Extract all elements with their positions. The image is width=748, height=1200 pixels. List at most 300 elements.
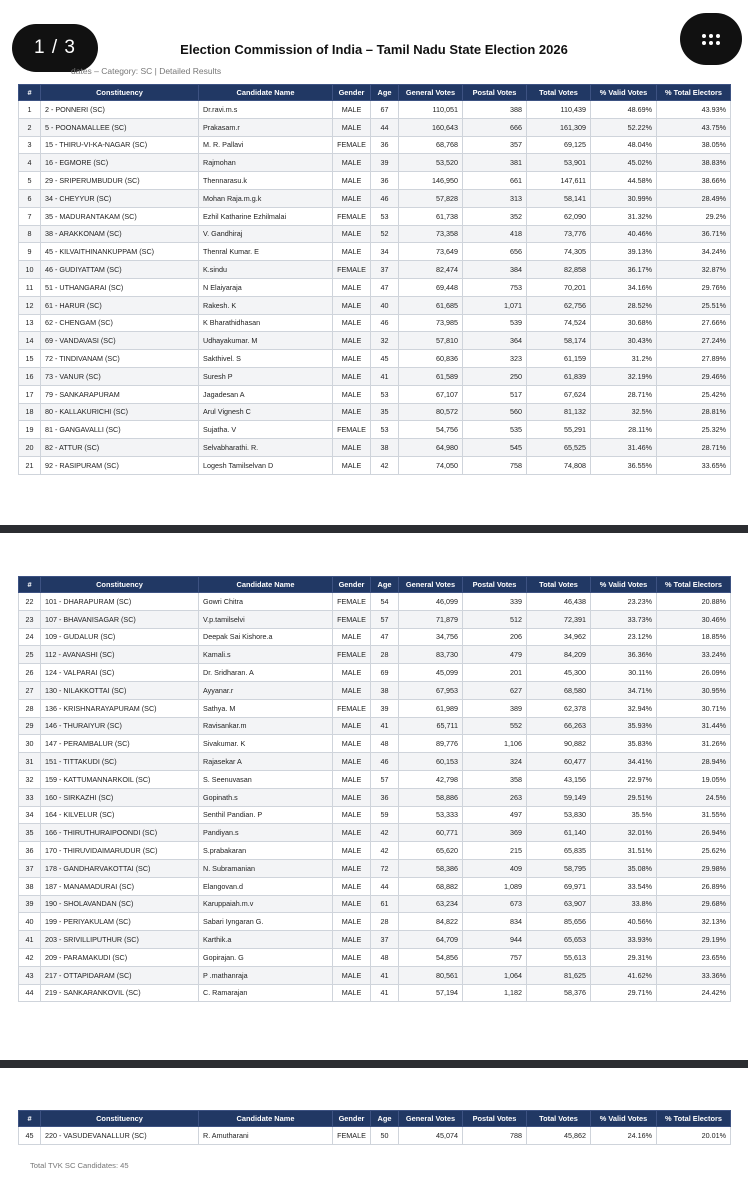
cell-candidate-name: Rajasekar A	[199, 753, 333, 771]
cell-general-votes: 73,649	[399, 243, 463, 261]
cell-total-electors-pct: 33.36%	[657, 966, 731, 984]
cell-total-electors-pct: 20.88%	[657, 593, 731, 611]
cell-candidate-name: C. Ramarajan	[199, 984, 333, 1002]
cell-row-number: 7	[19, 207, 41, 225]
cell-constituency: 220 - VASUDEVANALLUR (SC)	[41, 1127, 199, 1145]
cell-candidate-name: Ezhil Katharine Ezhilmalai	[199, 207, 333, 225]
cell-row-number: 3	[19, 136, 41, 154]
cell-age: 39	[371, 154, 399, 172]
cell-constituency: 109 - GUDALUR (SC)	[41, 628, 199, 646]
cell-general-votes: 67,107	[399, 385, 463, 403]
cell-postal-votes: 357	[463, 136, 527, 154]
cell-row-number: 35	[19, 824, 41, 842]
column-header-row-number: #	[19, 85, 41, 101]
column-header-row-number: #	[19, 1111, 41, 1127]
cell-gender: MALE	[333, 931, 371, 949]
page-counter[interactable]: 1 / 3	[12, 24, 98, 72]
cell-postal-votes: 384	[463, 261, 527, 279]
cell-constituency: 35 - MADURANTAKAM (SC)	[41, 207, 199, 225]
cell-gender: MALE	[333, 770, 371, 788]
cell-general-votes: 80,561	[399, 966, 463, 984]
cell-postal-votes: 263	[463, 788, 527, 806]
cell-age: 41	[371, 984, 399, 1002]
cell-gender: MALE	[333, 456, 371, 474]
cell-valid-votes-pct: 28.71%	[591, 385, 657, 403]
cell-age: 48	[371, 948, 399, 966]
cell-row-number: 37	[19, 859, 41, 877]
cell-general-votes: 34,756	[399, 628, 463, 646]
table-header-row	[19, 1111, 731, 1127]
cell-age: 36	[371, 172, 399, 190]
table-row	[19, 367, 731, 385]
cell-candidate-name: S. Seenuvasan	[199, 770, 333, 788]
cell-row-number: 18	[19, 403, 41, 421]
cell-total-electors-pct: 29.2%	[657, 207, 731, 225]
cell-postal-votes: 757	[463, 948, 527, 966]
cell-total-electors-pct: 28.81%	[657, 403, 731, 421]
cell-gender: FEMALE	[333, 261, 371, 279]
cell-age: 34	[371, 243, 399, 261]
cell-valid-votes-pct: 40.46%	[591, 225, 657, 243]
cell-row-number: 33	[19, 788, 41, 806]
cell-constituency: 2 - PONNERI (SC)	[41, 101, 199, 119]
cell-total-electors-pct: 34.24%	[657, 243, 731, 261]
cell-age: 42	[371, 456, 399, 474]
cell-general-votes: 46,099	[399, 593, 463, 611]
cell-age: 61	[371, 895, 399, 913]
cell-age: 42	[371, 824, 399, 842]
cell-total-electors-pct: 26.94%	[657, 824, 731, 842]
cell-constituency: 82 - ATTUR (SC)	[41, 439, 199, 457]
cell-postal-votes: 539	[463, 314, 527, 332]
cell-general-votes: 74,050	[399, 456, 463, 474]
document-page-2	[0, 533, 748, 1060]
cell-row-number: 11	[19, 278, 41, 296]
cell-total-electors-pct: 27.89%	[657, 350, 731, 368]
cell-age: 54	[371, 593, 399, 611]
cell-candidate-name: Sabari Iyngaran G.	[199, 913, 333, 931]
cell-row-number: 9	[19, 243, 41, 261]
cell-general-votes: 82,474	[399, 261, 463, 279]
cell-gender: MALE	[333, 664, 371, 682]
cell-row-number: 44	[19, 984, 41, 1002]
cell-constituency: 160 - SIRKAZHI (SC)	[41, 788, 199, 806]
cell-row-number: 19	[19, 421, 41, 439]
cell-constituency: 16 - EGMORE (SC)	[41, 154, 199, 172]
cell-postal-votes: 1,182	[463, 984, 527, 1002]
cell-total-votes: 61,159	[527, 350, 591, 368]
cell-candidate-name: Elangovan.d	[199, 877, 333, 895]
cell-row-number: 38	[19, 877, 41, 895]
cell-general-votes: 53,333	[399, 806, 463, 824]
cell-postal-votes: 1,089	[463, 877, 527, 895]
cell-row-number: 4	[19, 154, 41, 172]
cell-gender: MALE	[333, 118, 371, 136]
cell-total-electors-pct: 32.13%	[657, 913, 731, 931]
table-row	[19, 456, 731, 474]
column-header-gender: Gender	[333, 85, 371, 101]
cell-valid-votes-pct: 52.22%	[591, 118, 657, 136]
cell-general-votes: 61,989	[399, 699, 463, 717]
column-header-candidate-name: Candidate Name	[199, 1111, 333, 1127]
table-row	[19, 770, 731, 788]
cell-total-electors-pct: 43.75%	[657, 118, 731, 136]
cell-row-number: 26	[19, 664, 41, 682]
cell-total-electors-pct: 29.76%	[657, 278, 731, 296]
cell-total-electors-pct: 28.49%	[657, 189, 731, 207]
cell-age: 48	[371, 735, 399, 753]
cell-total-votes: 43,156	[527, 770, 591, 788]
cell-total-votes: 58,141	[527, 189, 591, 207]
cell-gender: MALE	[333, 278, 371, 296]
cell-gender: MALE	[333, 403, 371, 421]
cell-general-votes: 64,980	[399, 439, 463, 457]
cell-total-electors-pct: 33.65%	[657, 456, 731, 474]
cell-postal-votes: 535	[463, 421, 527, 439]
cell-total-electors-pct: 27.24%	[657, 332, 731, 350]
table-row	[19, 1127, 731, 1145]
column-header-total-electors-pct: % Total Electors	[657, 577, 731, 593]
table-row	[19, 332, 731, 350]
cell-row-number: 36	[19, 842, 41, 860]
cell-age: 40	[371, 296, 399, 314]
cell-gender: MALE	[333, 367, 371, 385]
cell-general-votes: 57,828	[399, 189, 463, 207]
cell-general-votes: 84,822	[399, 913, 463, 931]
table-row	[19, 664, 731, 682]
column-header-gender: Gender	[333, 577, 371, 593]
cell-constituency: 5 - POONAMALLEE (SC)	[41, 118, 199, 136]
cell-general-votes: 73,985	[399, 314, 463, 332]
cell-age: 41	[371, 717, 399, 735]
cell-row-number: 5	[19, 172, 41, 190]
cell-general-votes: 57,810	[399, 332, 463, 350]
cell-candidate-name: Kamali.s	[199, 646, 333, 664]
cell-postal-votes: 389	[463, 699, 527, 717]
table-row	[19, 261, 731, 279]
cell-age: 38	[371, 439, 399, 457]
cell-constituency: 101 - DHARAPURAM (SC)	[41, 593, 199, 611]
cell-total-electors-pct: 24.42%	[657, 984, 731, 1002]
table-row	[19, 593, 731, 611]
cell-total-electors-pct: 25.42%	[657, 385, 731, 403]
cell-postal-votes: 517	[463, 385, 527, 403]
cell-row-number: 17	[19, 385, 41, 403]
cell-valid-votes-pct: 23.23%	[591, 593, 657, 611]
cell-total-electors-pct: 29.68%	[657, 895, 731, 913]
table-row	[19, 824, 731, 842]
cell-constituency: 92 - RASIPURAM (SC)	[41, 456, 199, 474]
cell-candidate-name: V. Gandhiraj	[199, 225, 333, 243]
cell-total-votes: 53,830	[527, 806, 591, 824]
cell-candidate-name: P .mathanraja	[199, 966, 333, 984]
cell-gender: MALE	[333, 385, 371, 403]
cell-row-number: 31	[19, 753, 41, 771]
cell-general-votes: 58,386	[399, 859, 463, 877]
cell-age: 52	[371, 225, 399, 243]
cell-age: 44	[371, 877, 399, 895]
table-row	[19, 296, 731, 314]
cell-constituency: 38 - ARAKKONAM (SC)	[41, 225, 199, 243]
column-header-constituency: Constituency	[41, 85, 199, 101]
cell-age: 37	[371, 931, 399, 949]
cell-constituency: 107 - BHAVANISAGAR (SC)	[41, 610, 199, 628]
cell-row-number: 40	[19, 913, 41, 931]
results-table-page-2	[18, 576, 731, 1002]
cell-general-votes: 64,709	[399, 931, 463, 949]
cell-postal-votes: 381	[463, 154, 527, 172]
cell-postal-votes: 352	[463, 207, 527, 225]
cell-general-votes: 65,711	[399, 717, 463, 735]
cell-candidate-name: Gowri Chitra	[199, 593, 333, 611]
cell-gender: MALE	[333, 806, 371, 824]
cell-constituency: 29 - SRIPERUMBUDUR (SC)	[41, 172, 199, 190]
cell-candidate-name: N Elaiyaraja	[199, 278, 333, 296]
cell-gender: FEMALE	[333, 593, 371, 611]
cell-constituency: 164 - KILVELUR (SC)	[41, 806, 199, 824]
cell-constituency: 203 - SRIVILLIPUTHUR (SC)	[41, 931, 199, 949]
cell-gender: MALE	[333, 966, 371, 984]
cell-age: 44	[371, 118, 399, 136]
table-row	[19, 421, 731, 439]
column-header-constituency: Constituency	[41, 577, 199, 593]
table-row	[19, 439, 731, 457]
cell-total-electors-pct: 36.71%	[657, 225, 731, 243]
column-header-constituency: Constituency	[41, 1111, 199, 1127]
cell-age: 28	[371, 646, 399, 664]
column-header-valid-votes-pct: % Valid Votes	[591, 1111, 657, 1127]
cell-total-electors-pct: 28.94%	[657, 753, 731, 771]
cell-candidate-name: Senthil Pandian. P	[199, 806, 333, 824]
results-table-page-1	[18, 84, 731, 475]
cell-candidate-name: Suresh P	[199, 367, 333, 385]
cell-row-number: 12	[19, 296, 41, 314]
cell-total-electors-pct: 24.5%	[657, 788, 731, 806]
cell-general-votes: 45,099	[399, 664, 463, 682]
cell-postal-votes: 201	[463, 664, 527, 682]
cell-total-votes: 161,309	[527, 118, 591, 136]
table-row	[19, 699, 731, 717]
cell-constituency: 209 - PARAMAKUDI (SC)	[41, 948, 199, 966]
cell-general-votes: 65,620	[399, 842, 463, 860]
cell-constituency: 124 - VALPARAI (SC)	[41, 664, 199, 682]
cell-gender: MALE	[333, 628, 371, 646]
cell-postal-votes: 418	[463, 225, 527, 243]
cell-valid-votes-pct: 28.11%	[591, 421, 657, 439]
cell-gender: FEMALE	[333, 421, 371, 439]
cell-row-number: 6	[19, 189, 41, 207]
cell-candidate-name: Jagadesan A	[199, 385, 333, 403]
column-header-general-votes: General Votes	[399, 85, 463, 101]
cell-postal-votes: 313	[463, 189, 527, 207]
cell-constituency: 219 - SANKARANKOVIL (SC)	[41, 984, 199, 1002]
cell-gender: MALE	[333, 172, 371, 190]
cell-postal-votes: 388	[463, 101, 527, 119]
cell-postal-votes: 1,071	[463, 296, 527, 314]
cell-row-number: 25	[19, 646, 41, 664]
column-header-candidate-name: Candidate Name	[199, 85, 333, 101]
cell-total-votes: 45,300	[527, 664, 591, 682]
cell-row-number: 32	[19, 770, 41, 788]
cell-total-votes: 58,174	[527, 332, 591, 350]
cell-postal-votes: 250	[463, 367, 527, 385]
cell-candidate-name: Thenral Kumar. E	[199, 243, 333, 261]
cell-postal-votes: 552	[463, 717, 527, 735]
cell-constituency: 72 - TINDIVANAM (SC)	[41, 350, 199, 368]
cell-valid-votes-pct: 33.73%	[591, 610, 657, 628]
cell-valid-votes-pct: 32.19%	[591, 367, 657, 385]
cell-valid-votes-pct: 31.46%	[591, 439, 657, 457]
cell-total-votes: 61,839	[527, 367, 591, 385]
table-row	[19, 788, 731, 806]
cell-total-votes: 81,625	[527, 966, 591, 984]
cell-age: 41	[371, 367, 399, 385]
cell-constituency: 51 - UTHANGARAI (SC)	[41, 278, 199, 296]
cell-constituency: 136 - KRISHNARAYAPURAM (SC)	[41, 699, 199, 717]
cell-general-votes: 60,153	[399, 753, 463, 771]
cell-row-number: 23	[19, 610, 41, 628]
cell-total-electors-pct: 25.62%	[657, 842, 731, 860]
cell-row-number: 39	[19, 895, 41, 913]
cell-total-votes: 68,580	[527, 681, 591, 699]
table-row	[19, 225, 731, 243]
cell-candidate-name: Deepak Sai Kishore.a	[199, 628, 333, 646]
column-header-postal-votes: Postal Votes	[463, 85, 527, 101]
cell-gender: MALE	[333, 913, 371, 931]
table-row	[19, 984, 731, 1002]
cell-gender: MALE	[333, 877, 371, 895]
cell-total-electors-pct: 30.95%	[657, 681, 731, 699]
cell-candidate-name: Ayyanar.r	[199, 681, 333, 699]
cell-total-votes: 62,378	[527, 699, 591, 717]
cell-total-electors-pct: 26.09%	[657, 664, 731, 682]
cell-candidate-name: Dr. Sridharan. A	[199, 664, 333, 682]
cell-general-votes: 73,358	[399, 225, 463, 243]
cell-constituency: 62 - CHENGAM (SC)	[41, 314, 199, 332]
cell-row-number: 22	[19, 593, 41, 611]
cell-general-votes: 160,643	[399, 118, 463, 136]
cell-age: 46	[371, 314, 399, 332]
cell-constituency: 130 - NILAKKOTTAI (SC)	[41, 681, 199, 699]
table-header-row	[19, 577, 731, 593]
cell-total-electors-pct: 29.46%	[657, 367, 731, 385]
cell-total-electors-pct: 30.46%	[657, 610, 731, 628]
cell-total-votes: 70,201	[527, 278, 591, 296]
column-header-candidate-name: Candidate Name	[199, 577, 333, 593]
cell-valid-votes-pct: 24.16%	[591, 1127, 657, 1145]
cell-constituency: 80 - KALLAKURICHI (SC)	[41, 403, 199, 421]
table-row	[19, 610, 731, 628]
table-row	[19, 350, 731, 368]
cell-age: 57	[371, 610, 399, 628]
document-page-3	[0, 1068, 748, 1200]
cell-valid-votes-pct: 35.93%	[591, 717, 657, 735]
column-header-valid-votes-pct: % Valid Votes	[591, 577, 657, 593]
cell-gender: FEMALE	[333, 646, 371, 664]
cell-gender: MALE	[333, 788, 371, 806]
cell-total-votes: 85,656	[527, 913, 591, 931]
cell-constituency: 61 - HARUR (SC)	[41, 296, 199, 314]
cell-row-number: 34	[19, 806, 41, 824]
cell-postal-votes: 215	[463, 842, 527, 860]
cell-total-votes: 60,477	[527, 753, 591, 771]
cell-constituency: 34 - CHEYYUR (SC)	[41, 189, 199, 207]
cell-postal-votes: 753	[463, 278, 527, 296]
cell-total-votes: 45,862	[527, 1127, 591, 1145]
table-row	[19, 895, 731, 913]
cell-general-votes: 57,194	[399, 984, 463, 1002]
cell-general-votes: 68,882	[399, 877, 463, 895]
cell-total-votes: 61,140	[527, 824, 591, 842]
cell-candidate-name: N. Subramanian	[199, 859, 333, 877]
column-header-total-electors-pct: % Total Electors	[657, 85, 731, 101]
cell-postal-votes: 339	[463, 593, 527, 611]
cell-total-votes: 55,291	[527, 421, 591, 439]
table-row	[19, 859, 731, 877]
column-header-total-votes: Total Votes	[527, 1111, 591, 1127]
cell-row-number: 21	[19, 456, 41, 474]
cell-gender: MALE	[333, 243, 371, 261]
cell-candidate-name: Sujatha. V	[199, 421, 333, 439]
table-row	[19, 172, 731, 190]
cell-postal-votes: 666	[463, 118, 527, 136]
cell-gender: MALE	[333, 332, 371, 350]
cell-total-votes: 74,524	[527, 314, 591, 332]
cell-age: 69	[371, 664, 399, 682]
cell-constituency: 146 - THURAIYUR (SC)	[41, 717, 199, 735]
cell-total-electors-pct: 19.05%	[657, 770, 731, 788]
cell-total-votes: 72,391	[527, 610, 591, 628]
cell-constituency: 81 - GANGAVALLI (SC)	[41, 421, 199, 439]
cell-total-electors-pct: 31.44%	[657, 717, 731, 735]
cell-constituency: 147 - PERAMBALUR (SC)	[41, 735, 199, 753]
cell-valid-votes-pct: 36.55%	[591, 456, 657, 474]
page-separator	[0, 1060, 748, 1068]
cell-valid-votes-pct: 32.01%	[591, 824, 657, 842]
cell-gender: MALE	[333, 735, 371, 753]
cell-postal-votes: 206	[463, 628, 527, 646]
cell-total-votes: 69,971	[527, 877, 591, 895]
cell-general-votes: 69,448	[399, 278, 463, 296]
cell-general-votes: 89,776	[399, 735, 463, 753]
more-options-button[interactable]	[680, 13, 742, 65]
cell-general-votes: 61,685	[399, 296, 463, 314]
cell-row-number: 13	[19, 314, 41, 332]
column-header-valid-votes-pct: % Valid Votes	[591, 85, 657, 101]
cell-age: 37	[371, 261, 399, 279]
table-row	[19, 913, 731, 931]
cell-row-number: 42	[19, 948, 41, 966]
cell-candidate-name: Gopirajan. G	[199, 948, 333, 966]
cell-total-electors-pct: 43.93%	[657, 101, 731, 119]
cell-valid-votes-pct: 48.69%	[591, 101, 657, 119]
cell-total-electors-pct: 27.66%	[657, 314, 731, 332]
column-header-postal-votes: Postal Votes	[463, 577, 527, 593]
cell-candidate-name: Logesh Tamilselvan D	[199, 456, 333, 474]
cell-valid-votes-pct: 23.12%	[591, 628, 657, 646]
cell-age: 36	[371, 136, 399, 154]
cell-general-votes: 61,589	[399, 367, 463, 385]
document-page-1	[0, 0, 748, 525]
table-row	[19, 681, 731, 699]
cell-candidate-name: Prakasam.r	[199, 118, 333, 136]
cell-valid-votes-pct: 32.94%	[591, 699, 657, 717]
table-header-row	[19, 85, 731, 101]
cell-total-votes: 62,756	[527, 296, 591, 314]
cell-age: 32	[371, 332, 399, 350]
cell-gender: MALE	[333, 984, 371, 1002]
cell-age: 47	[371, 628, 399, 646]
